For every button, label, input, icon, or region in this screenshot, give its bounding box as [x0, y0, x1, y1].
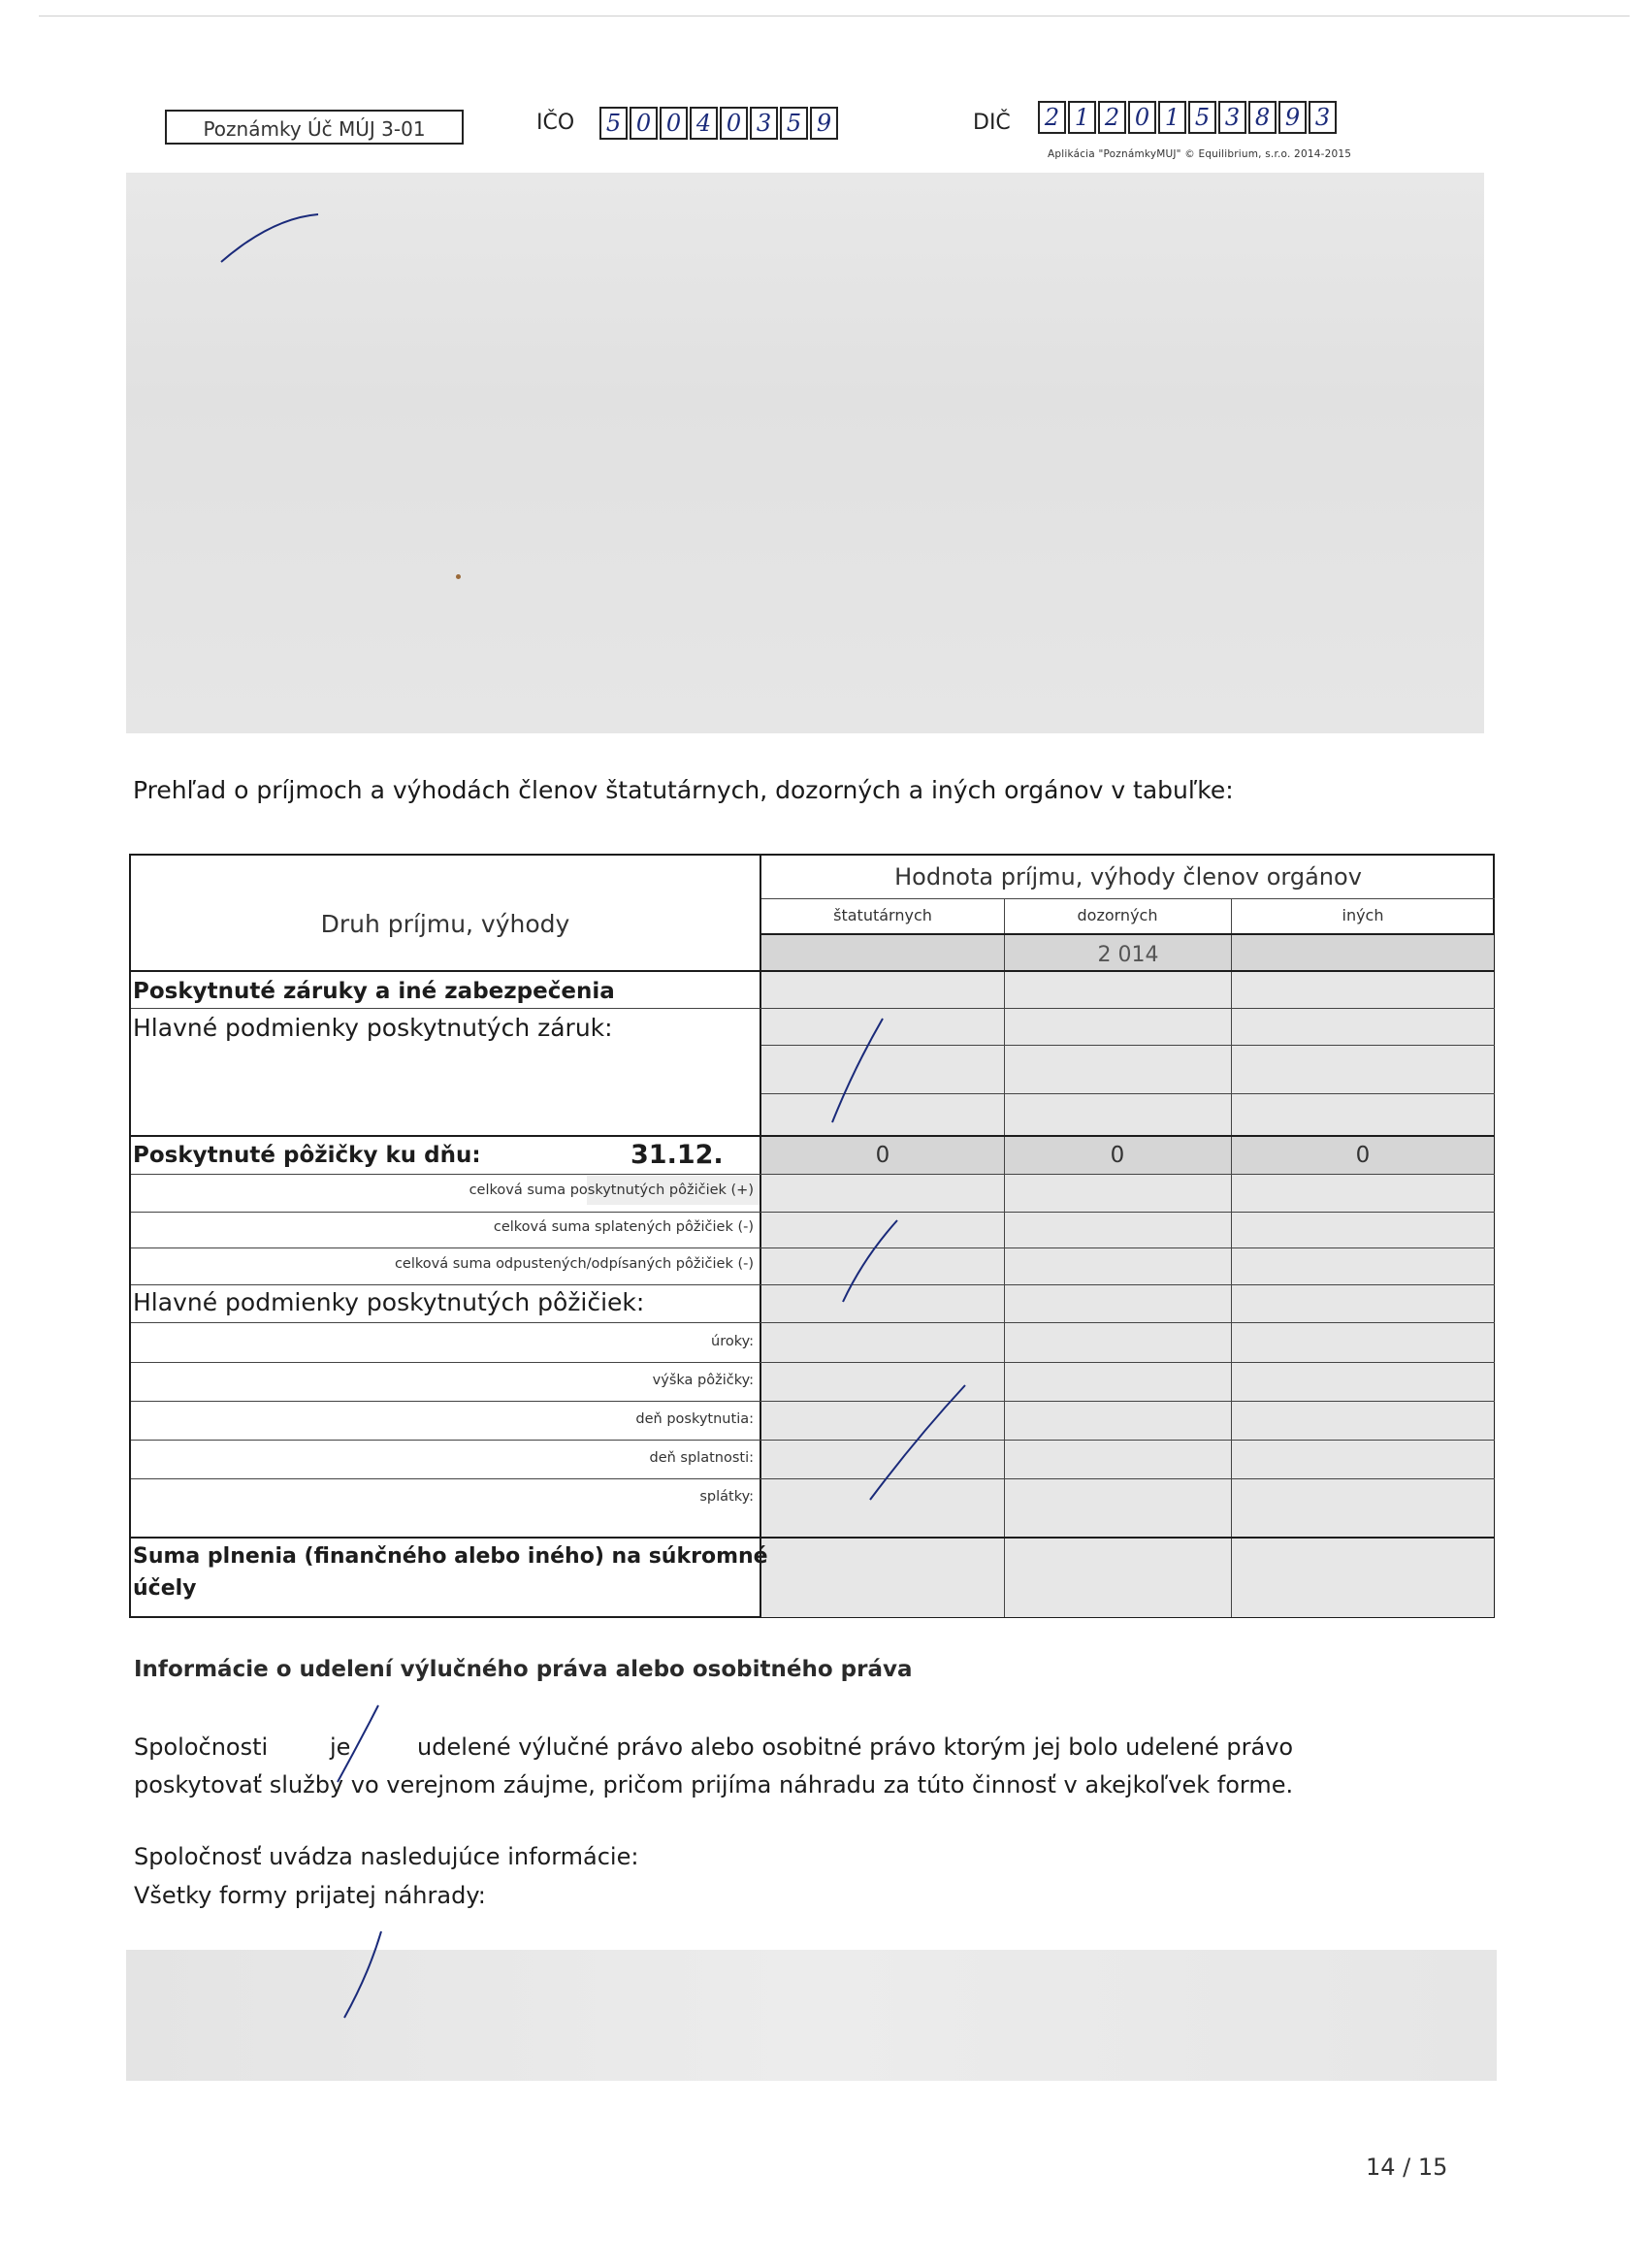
col-header-hodnota: Hodnota príjmu, výhody členov orgánov: [894, 863, 1362, 891]
pozicky-value-inych: 0: [1355, 1143, 1371, 1168]
digit-box: 2: [1038, 101, 1066, 134]
col-dozornych: dozorných: [1077, 906, 1158, 924]
ico-label: IČO: [536, 111, 575, 135]
digit-box: 5: [599, 107, 628, 140]
digit-box: 4: [690, 107, 718, 140]
row-den-splatnosti: deň splatnosti:: [649, 1450, 754, 1466]
col-header-druh: Druh príjmu, výhody: [320, 910, 570, 938]
row-zaruky: Poskytnuté záruky a iné zabezpečenia: [133, 979, 615, 1004]
cancel-stroke-mark: [815, 1011, 892, 1127]
digit-box: 1: [1068, 101, 1096, 134]
cancel-stroke-mark: [858, 1379, 975, 1506]
cancel-stroke-mark: [829, 1215, 907, 1307]
dic-label: DIČ: [973, 111, 1011, 135]
cancel-stroke-mark: [213, 209, 330, 267]
row-celkova-poskytnutych: celková suma poskytnutých pôžičiek (+): [469, 1183, 754, 1198]
digit-box: 9: [1278, 101, 1307, 134]
year-label: 2 014: [1097, 943, 1159, 967]
pozicky-value-statutarnych: 0: [875, 1143, 890, 1168]
cancel-stroke-mark: [335, 1926, 393, 2023]
info-p3: Všetky formy prijatej náhrady:: [134, 1882, 486, 1909]
col-statutarnych: štatutárnych: [833, 906, 932, 924]
section-heading: Prehľad o príjmoch a výhodách členov štatutárnych, dozorných a iných orgánov v tabuľke:: [133, 776, 1234, 804]
digit-box: 2: [1098, 101, 1126, 134]
row-celkova-odpustenych: celková suma odpustených/odpísaných pôžičiek (-): [394, 1256, 754, 1272]
row-pozicky-date: 31.12.: [630, 1140, 724, 1170]
income-benefits-table: [129, 854, 1495, 1618]
info-p2: Spoločnosť uvádza nasledujúce informácie:: [134, 1843, 639, 1870]
row-celkova-splatenych: celková suma splatených pôžičiek (-): [493, 1219, 754, 1235]
row-vyska: výška pôžičky:: [652, 1373, 754, 1388]
row-pozicky: Poskytnuté pôžičky ku dňu:: [133, 1143, 481, 1168]
row-den-poskytnutia: deň poskytnutia:: [635, 1411, 754, 1427]
digit-box: 0: [720, 107, 748, 140]
ico-digit-boxes: [599, 107, 840, 140]
row-uroky: úroky:: [711, 1334, 754, 1349]
digit-box: 3: [750, 107, 778, 140]
digit-box: 0: [660, 107, 688, 140]
info-heading: Informácie o udelení výlučného práva alebo osobitného práva: [134, 1657, 913, 1682]
digit-box: 0: [630, 107, 658, 140]
row-suma-plnenia-2: účely: [133, 1576, 197, 1601]
digit-box: 8: [1248, 101, 1277, 134]
dic-digit-boxes: [1038, 101, 1339, 134]
digit-box: 0: [1128, 101, 1156, 134]
row-splatky: splátky:: [699, 1489, 754, 1505]
digit-box: 3: [1309, 101, 1337, 134]
page-number: 14 / 15: [1366, 2154, 1448, 2181]
info-p1-a: Spoločnosti: [134, 1733, 269, 1761]
info-p1-b: udelené výlučné právo alebo osobitné právo ktorým jej bolo udelené právo: [417, 1733, 1294, 1761]
form-code-box: Poznámky Úč MÚJ 3-01: [165, 110, 464, 145]
digit-box: 1: [1158, 101, 1186, 134]
digit-box: 5: [1188, 101, 1216, 134]
info-p1-je: je: [330, 1733, 351, 1761]
redacted-block-bottom: [126, 1950, 1497, 2081]
digit-box: 9: [810, 107, 838, 140]
paper-speck: [456, 574, 461, 579]
row-suma-plnenia-1: Suma plnenia (finančného alebo iného) na súkromné: [133, 1544, 768, 1569]
redacted-block-top: [126, 173, 1484, 733]
pozicky-value-dozornych: 0: [1110, 1143, 1125, 1168]
app-credit: Aplikácia "PoznámkyMUJ" © Equilibrium, s.r.o. 2014-2015: [1048, 148, 1352, 160]
row-pozicky-podmienky: Hlavné podmienky poskytnutých pôžičiek:: [133, 1288, 645, 1316]
digit-box: 3: [1218, 101, 1246, 134]
row-zaruky-podmienky: Hlavné podmienky poskytnutých záruk:: [133, 1014, 613, 1042]
col-inych: iných: [1342, 906, 1384, 924]
cancel-stroke-mark: [330, 1700, 388, 1787]
info-p1-line2: poskytovať služby vo verejnom záujme, pričom prijíma náhradu za túto činnosť v akejkoľvek forme.: [134, 1771, 1294, 1798]
digit-box: 5: [780, 107, 808, 140]
